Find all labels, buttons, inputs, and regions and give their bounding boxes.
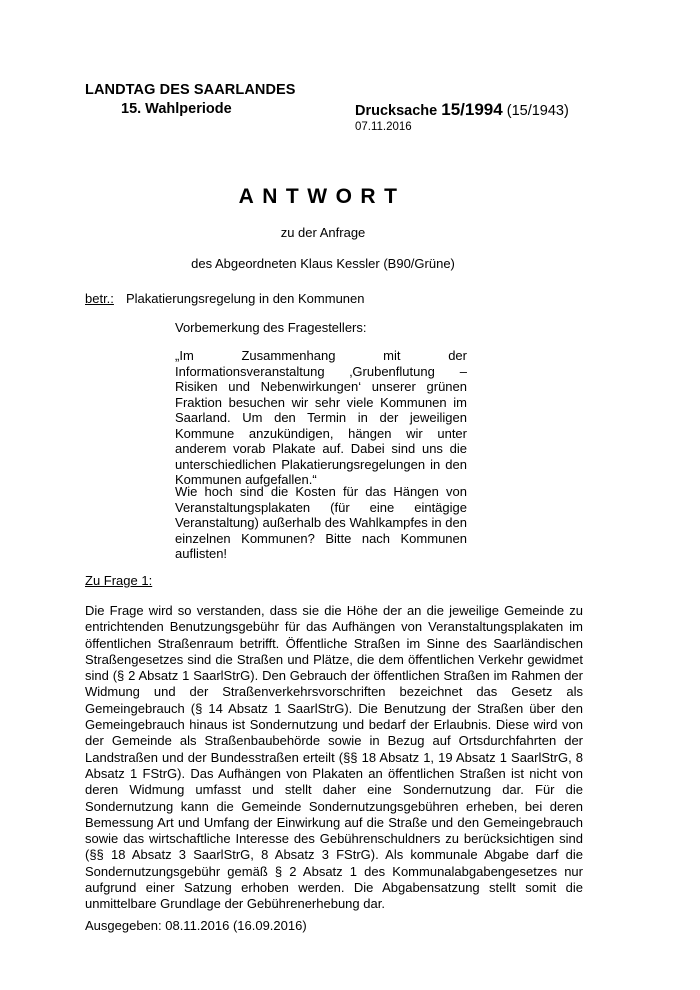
subject-text: Plakatierungsregelung in den Kommunen	[126, 291, 365, 306]
answer-heading: Zu Frage 1:	[85, 573, 153, 588]
subtitle-inquiry: zu der Anfrage	[280, 225, 366, 240]
subject-label: betr.:	[85, 291, 114, 306]
document-date: 07.11.2016	[355, 121, 412, 133]
question-text: Wie hoch sind die Kosten für das Hängen von Veranstaltungsplakaten (für eine eintägige Veranstaltung) außerhalb des Wahlkampfes in den einzelnen Kommunen? Bitte nach Kommunen auflisten!	[175, 484, 467, 561]
drucksache-number: 15/1994	[441, 100, 503, 119]
answer-text: Die Frage wird so verstanden, dass sie die Höhe der an die jeweilige Gemeinde zu entrichtenden Benutzungsgebühr für das Aufhängen von Veranstaltungsplakaten im öffentlichen Straßenraum betrifft. Öffentliche Straßen im Sinne des Saarländischen Straßengesetzes sind die Straßen und Plätze, die dem öffentlichen Verkehr gewidmet sind (§ 2 Absatz 1 SaarlStrG). Den Gebrauch der öffentlichen Straßen im Rahmen der Widmung und der Straßenverkehrsvorschriften bezeichnet das Gesetz als Gemeingebrauch (§ 14 Absatz 1 SaarlStrG). Die Benutzung der Straßen über den Gemeingebrauch hinaus ist Sondernutzung und bedarf der Erlaubnis. Diese wird von der Gemeinde als Straßenbaubehörde sowie in Bezug auf Ortsdurchfahrten der Landstraßen und der Bundesstraßen erteilt (§§ 18 Absatz 1, 19 Absatz 1 SaarlStrG, 8 Absatz 1 FStrG). Das Aufhängen von Plakaten an öffentlichen Straßen ist nicht von deren Widmung umfasst und stellt daher eine Sondernutzung dar. Für die Sondernutzung kann die Gemeinde Sondernutzungsgebühren erheben, bei deren Bemessung Art und Umfang der Einwirkung auf die Straße und den Gemeingebrauch sowie das wirtschaftliche Interesse des Gebührenschuldners zu berücksichtigen sind (§§ 18 Absatz 3 SaarlStrG, 8 Absatz 3 FStrG). Als kommunale Abgabe darf die Sondernutzungsgebühr gemäß § 2 Absatz 1 des Kommunalabgabengesetzes nur aufgrund einer Satzung erhoben werden. Die Abgabensatzung stellt somit die unmittelbare Grundlage der Gebührenerhebung dar.	[85, 603, 583, 912]
preliminary-label: Vorbemerkung des Fragestellers:	[175, 320, 367, 335]
subtitle-author: des Abgeordneten Klaus Kessler (B90/Grüne)	[191, 256, 455, 271]
preliminary-quote: „Im Zusammenhang mit der Informationsveranstaltung ‚Grubenflutung – Risiken und Nebenwirkungen‘ unserer grünen Fraktion besuchen wir sehr viele Kommunen im Saarland. Um den Termin in der jeweiligen Kommune anzukündigen, hängen wir unter anderem vorab Plakate auf. Dabei sind uns die unterschiedlichen Plakatierungsregelungen in den Kommunen aufgefallen.“	[175, 348, 467, 487]
drucksache-reference	[355, 100, 569, 120]
legislative-period: 15. Wahlperiode	[121, 101, 232, 117]
page-title: ANTWORT	[238, 185, 406, 208]
parliament-name: LANDTAG DES SAARLANDES	[85, 82, 296, 98]
issued-date: Ausgegeben: 08.11.2016 (16.09.2016)	[85, 918, 307, 933]
drucksache-label: Drucksache	[355, 103, 438, 119]
drucksache-previous: (15/1943)	[506, 103, 569, 119]
